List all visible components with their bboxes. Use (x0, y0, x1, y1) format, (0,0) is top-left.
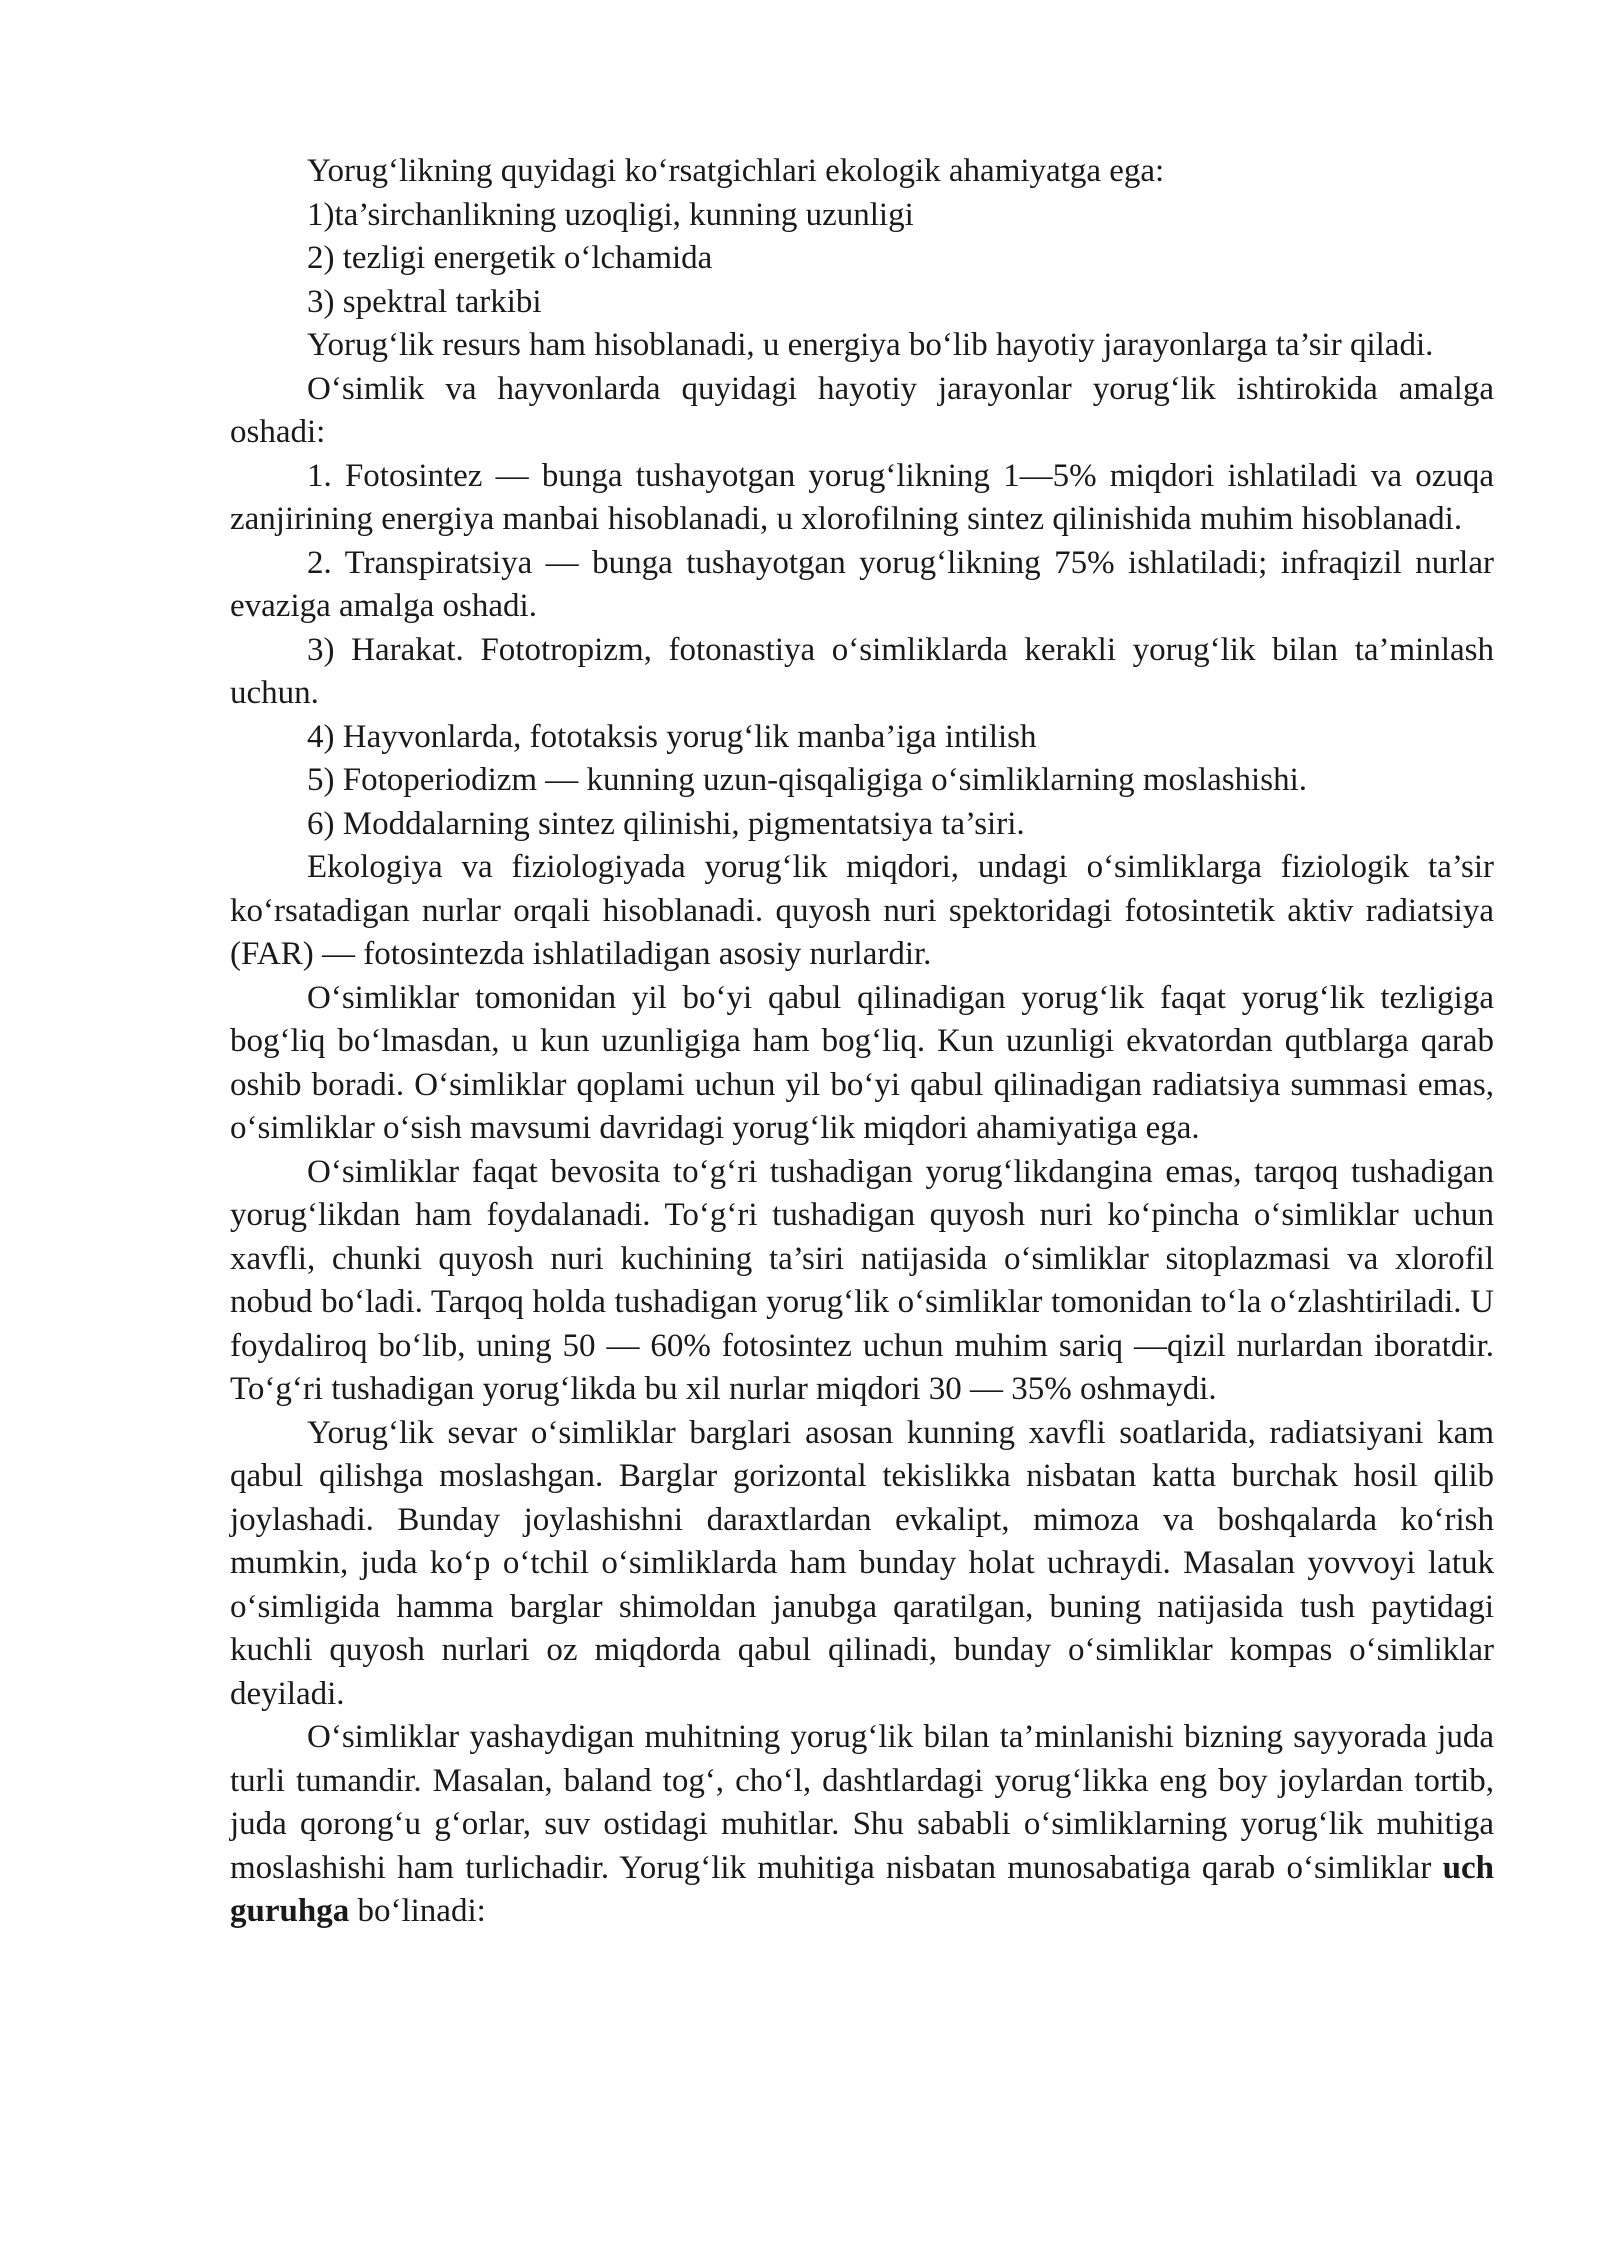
paragraph-resource: Yorug‘lik resurs ham hisoblanadi, u energiya bo‘lib hayotiy jarayonlarga ta’sir qiladi. (307, 327, 1434, 363)
document-page (230, 150, 1494, 1934)
list-item-1: 1)ta’sirchanlikning uzoqligi, kunning uzunligi (307, 196, 914, 233)
process-photosynthesis: 1. Fotosintez — bunga tushayotgan yorug‘likning 1—5% miqdori ishlatiladi va ozuqa zanjirining energiya manbai hisoblanadi, u xlorofilning sintez qilinishida muhim hisoblanadi. (230, 457, 1494, 537)
process-phototaxis: 4) Hayvonlarda, fototaksis yorug‘lik manba’iga intilish (307, 718, 1037, 755)
process-synthesis: 6) Moddalarning sintez qilinishi, pigmentatsiya ta’siri. (307, 805, 1025, 842)
paragraph-habitats-tail: bo‘linadi: (349, 1893, 486, 1929)
list-item-3: 3) spektral tarkibi (307, 283, 542, 320)
process-movement: 3) Harakat. Fototropizm, fotonastiya o‘simliklarda kerakli yorug‘lik bilan ta’minlash uchun. (230, 631, 1494, 711)
process-transpiration: 2. Transpiratsiya — bunga tushayotgan yorug‘likning 75% ishlatiladi; infraqizil nurlar evaziga amalga oshadi. (230, 544, 1494, 624)
bold-three-groups: uch guruhga (230, 1849, 1494, 1929)
process-photoperiodism: 5) Fotoperiodizm — kunning uzun-qisqaligiga o‘simliklarning moslashishi. (307, 762, 1307, 798)
paragraph-far: Ekologiya va fiziologiyada yorug‘lik miqdori, undagi o‘simliklarga fiziologik ta’sir ko‘rsatadigan nurlar orqali hisoblanadi. quyosh nuri spektoridagi fotosintetik aktiv radiatsiya (FAR) — fotosintezda ishlatiladigan asosiy nurlardir. (230, 849, 1494, 972)
paragraph-day-length: O‘simliklar tomonidan yil bo‘yi qabul qilinadigan yorug‘lik faqat yorug‘lik tezligiga bog‘liq bo‘lmasdan, u kun uzunligiga ham bog‘liq. Kun uzunligi ekvatordan qutblarga qarab oshib boradi. O‘simliklar qoplami uchun yil bo‘yi qabul qilinadigan radiatsiya summasi emas, o‘simliklar o‘sish mavsumi davridagi yorug‘lik miqdori ahamiyatiga ega. (230, 979, 1494, 1146)
paragraph-processes-intro: O‘simlik va hayvonlarda quyidagi hayotiy jarayonlar yorug‘lik ishtirokida amalga oshadi: (230, 370, 1494, 450)
list-item-2: 2) tezligi energetik o‘lchamida (307, 240, 713, 276)
paragraph-diffuse-light: O‘simliklar faqat bevosita to‘g‘ri tushadigan yorug‘likdangina emas, tarqoq tushadigan yorug‘likdan ham foydalanadi. To‘g‘ri tushadigan quyosh nuri ko‘pincha o‘simliklar uchun xavfli, chunki quyosh nuri kuchining ta’siri natijasida o‘simliklar sitoplazmasi va xlorofil nobud bo‘ladi. Tarqoq holda tushadigan yorug‘lik o‘simliklar tomonidan to‘la o‘zlashtiriladi. U foydaliroq bo‘lib, uning 50 — 60% fotosintez uchun muhim sariq —qizil nurlardan iboratdir. To‘g‘ri tushadigan yorug‘likda bu xil nurlar miqdori 30 — 35% oshmaydi. (230, 1153, 1494, 1407)
paragraph-intro: Yorug‘likning quyidagi ko‘rsatgichlari ekologik ahamiyatga ega: (307, 153, 1165, 189)
paragraph-habitats (230, 1716, 1494, 1934)
paragraph-light-loving: Yorug‘lik sevar o‘simliklar barglari asosan kunning xavfli soatlarida, radiatsiyani kam qabul qilishga moslashgan. Barglar gorizontal tekislikka nisbatan katta burchak hosil qilib joylashadi. Bunday joylashishni daraxtlardan evkalipt, mimoza va boshqalarda ko‘rish mumkin, juda ko‘p o‘tchil o‘simliklarda ham bunday holat uchraydi. Masalan yovvoyi latuk o‘simligida hamma barglar shimoldan janubga qaratilgan, buning natijasida tush paytidagi kuchli quyosh nurlari oz miqdorda qabul qilinadi, bunday o‘simliklar kompas o‘simliklar deyiladi. (230, 1414, 1494, 1712)
paragraph-habitats-text: O‘simliklar yashaydigan muhitning yorug‘lik bilan ta’minlanishi bizning sayyorada juda turli tumandir. Masalan, baland tog‘, cho‘l, dashtlardagi yorug‘likka eng boy joylardan tortib, juda qorong‘u g‘orlar, suv ostidagi muhitlar. Shu sababli o‘simliklarning yorug‘lik muhitiga moslashishi ham turlichadir. Yorug‘lik muhitiga nisbatan munosabatiga qarab o‘simliklar (230, 1719, 1494, 1886)
